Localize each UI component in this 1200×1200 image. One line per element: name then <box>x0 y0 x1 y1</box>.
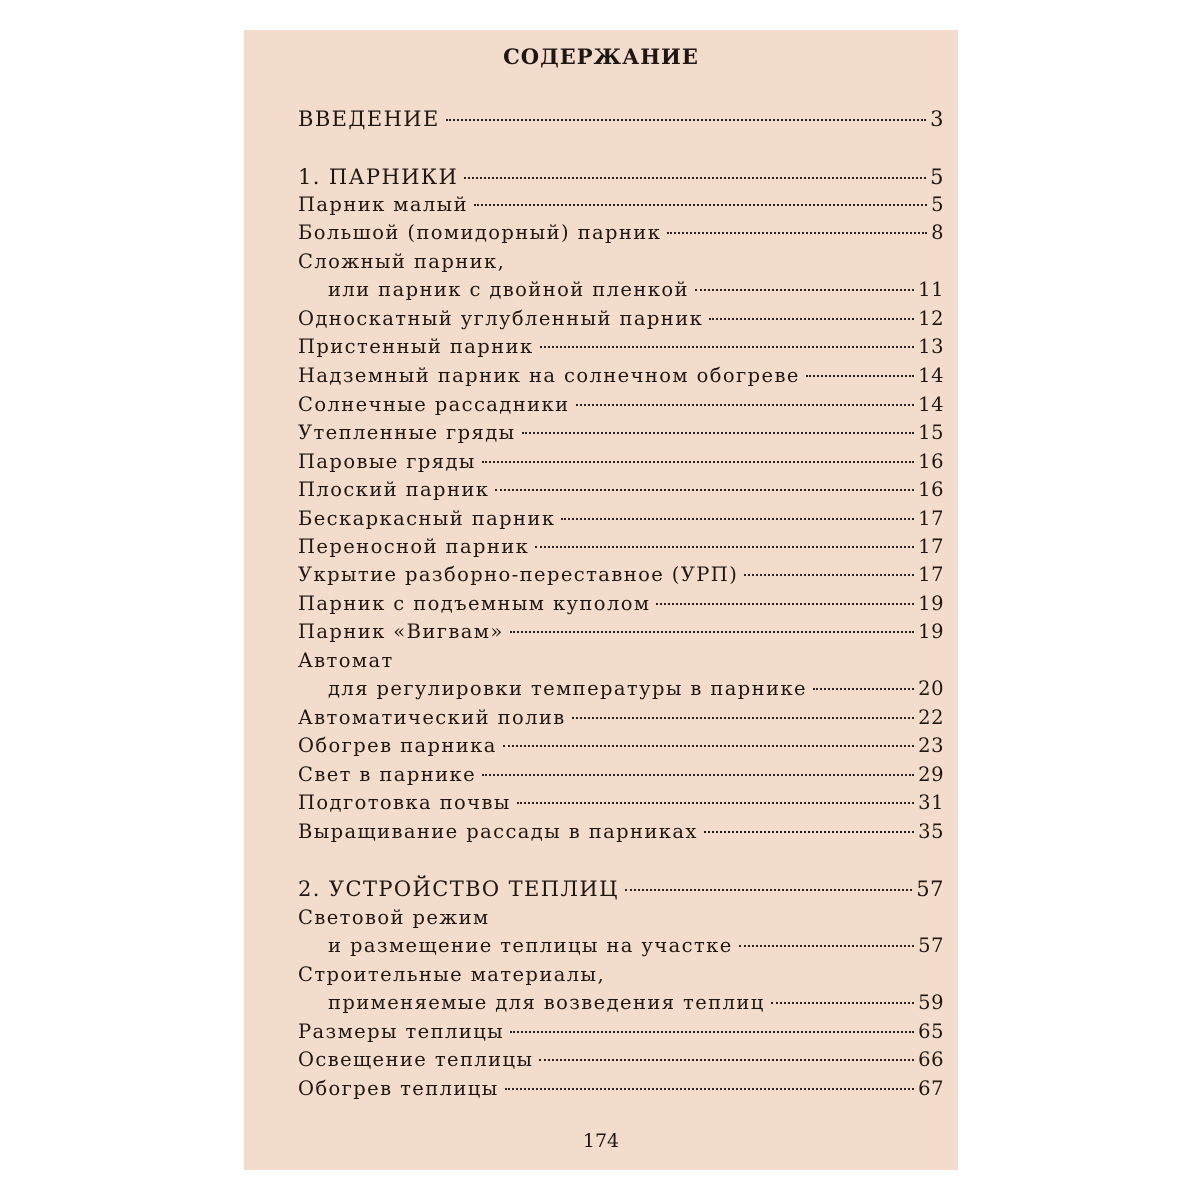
toc-entry-title: Односкатный углубленный парник <box>298 307 704 330</box>
toc-entry-title: Плоский парник <box>298 478 490 501</box>
toc-entry-title: Парник «Вигвам» <box>298 620 504 643</box>
page-number: 174 <box>582 1130 620 1152</box>
toc-entry-page: 17 <box>918 507 944 530</box>
toc-entry-page: 35 <box>918 820 944 843</box>
dot-leader <box>510 631 915 633</box>
toc-entry-page: 57 <box>916 877 944 901</box>
toc-section-2 <box>298 875 944 903</box>
toc-entry-page: 15 <box>918 421 944 444</box>
toc-entry <box>298 219 944 247</box>
dot-leader <box>517 802 914 804</box>
toc-entry-page: 5 <box>930 165 944 189</box>
toc-entry-title: Переносной парник <box>298 535 530 558</box>
toc-entry-page: 57 <box>918 934 944 957</box>
toc-entry-title: Солнечные рассадники <box>298 393 570 416</box>
toc-entry-title: Свет в парнике <box>298 763 477 786</box>
toc-entry <box>298 419 944 447</box>
toc-entry-title: Парник с подъемным куполом <box>298 592 651 615</box>
toc-entry <box>298 989 944 1017</box>
toc-entry <box>298 704 944 732</box>
toc-entry-page: 3 <box>930 107 944 131</box>
toc-entry-page: 5 <box>931 193 944 216</box>
toc-section-1 <box>298 163 944 191</box>
dot-leader <box>503 745 914 747</box>
dot-leader <box>576 404 915 406</box>
toc-entry-page: 17 <box>918 535 944 558</box>
toc-entry-page: 31 <box>918 791 944 814</box>
dot-leader <box>495 489 914 491</box>
toc-entry-title: Автоматический полив <box>298 706 566 729</box>
toc-entry-page: 67 <box>918 1077 944 1100</box>
toc-entry-title-line: Сложный парник, <box>298 250 506 273</box>
toc-entry-title: Подготовка почвы <box>298 791 511 814</box>
toc-entry-title: Надземный парник на солнечном обогреве <box>298 364 800 387</box>
toc-entry <box>298 191 944 219</box>
toc-entry <box>298 391 944 419</box>
dot-leader <box>667 232 927 234</box>
toc-entry <box>298 818 944 846</box>
dot-leader <box>539 1059 914 1061</box>
toc-entry-title: Парник малый <box>298 193 468 216</box>
toc-entry-page: 23 <box>918 734 944 757</box>
dot-leader <box>505 1088 915 1090</box>
dot-leader <box>474 204 927 206</box>
toc-entry-page: 14 <box>918 364 944 387</box>
toc-entry-title: или парник с двойной пленкой <box>328 278 689 301</box>
toc-entry-title: Размеры теплицы <box>298 1020 505 1043</box>
toc-entry-page: 59 <box>918 991 944 1014</box>
dot-leader <box>813 688 914 690</box>
toc-entry-page: 11 <box>918 278 944 301</box>
toc-entry <box>298 533 944 561</box>
toc-entry <box>298 1046 944 1074</box>
toc-entry-title: ВВЕДЕНИЕ <box>298 107 440 131</box>
dot-leader <box>744 574 914 576</box>
toc-entry <box>298 1075 944 1103</box>
dot-leader <box>572 717 914 719</box>
toc-entry-title-line: Автомат <box>298 649 394 672</box>
toc-entry-title: Обогрев парника <box>298 734 497 757</box>
dot-leader <box>510 1031 914 1033</box>
toc-entry-page: 22 <box>918 706 944 729</box>
dot-leader <box>482 461 914 463</box>
toc-entry-title: Пристенный парник <box>298 335 534 358</box>
toc-entry-page: 12 <box>918 307 944 330</box>
toc-entry-intro <box>298 105 944 133</box>
toc-entry-title: применяемые для возведения теплиц <box>328 991 765 1014</box>
toc-entry-title: Паровые гряды <box>298 450 476 473</box>
dot-leader <box>482 774 914 776</box>
toc-entry-page: 66 <box>918 1048 944 1071</box>
toc-entry-page: 16 <box>918 450 944 473</box>
dot-leader <box>709 318 914 320</box>
toc-entry-title: Укрытие разборно-переставное (УРП) <box>298 563 739 586</box>
dot-leader <box>446 119 926 121</box>
toc-entry <box>298 561 944 589</box>
toc-entry <box>298 505 944 533</box>
toc-entry <box>298 448 944 476</box>
toc-entry-title: 2. УСТРОЙСТВО ТЕПЛИЦ <box>298 877 619 901</box>
toc-entry-title: Большой (помидорный) парник <box>298 221 662 244</box>
dot-leader <box>522 432 915 434</box>
toc-entry <box>298 1018 944 1046</box>
toc-entry <box>298 789 944 817</box>
dot-leader <box>704 831 914 833</box>
toc-entry <box>298 732 944 760</box>
dot-leader <box>806 375 914 377</box>
book-page <box>244 30 958 1170</box>
toc-entry-page: 19 <box>918 592 944 615</box>
toc-entry-page: 20 <box>918 677 944 700</box>
toc-entry-title-line: Световой режим <box>298 906 490 929</box>
toc-entry <box>298 618 944 646</box>
toc-entry-page: 8 <box>931 221 944 244</box>
dot-leader <box>625 889 912 891</box>
toc-entry-page: 14 <box>918 393 944 416</box>
toc-entry-page: 65 <box>918 1020 944 1043</box>
toc-entry-page: 17 <box>918 563 944 586</box>
toc-entry <box>298 305 944 333</box>
toc-entry <box>298 590 944 618</box>
toc-entry-page: 13 <box>918 335 944 358</box>
toc-entry-title-line: Строительные материалы, <box>298 963 606 986</box>
toc-entry <box>298 276 944 304</box>
toc-entry-page: 29 <box>918 763 944 786</box>
toc-entry-title: Бескаркасный парник <box>298 507 556 530</box>
toc-entry-title: Освещение теплицы <box>298 1048 534 1071</box>
toc-entry <box>298 675 944 703</box>
toc-entry <box>298 333 944 361</box>
dot-leader <box>739 945 915 947</box>
toc-entry-title: Выращивание рассады в парниках <box>298 820 698 843</box>
toc-entry-page: 16 <box>918 478 944 501</box>
toc-entry-title: Утепленные гряды <box>298 421 516 444</box>
dot-leader <box>695 289 914 291</box>
dot-leader <box>771 1002 914 1004</box>
dot-leader <box>535 546 914 548</box>
toc-entry-page: 19 <box>918 620 944 643</box>
toc-entry-title: для регулировки температуры в парнике <box>328 677 807 700</box>
toc-entry-title: и размещение теплицы на участке <box>328 934 733 957</box>
toc-entry <box>298 362 944 390</box>
dot-leader <box>656 603 914 605</box>
page-title: СОДЕРЖАНИЕ <box>503 44 699 69</box>
dot-leader <box>561 518 914 520</box>
dot-leader <box>464 177 926 179</box>
toc-entry-title: Обогрев теплицы <box>298 1077 499 1100</box>
dot-leader <box>540 346 915 348</box>
toc-entry-title: 1. ПАРНИКИ <box>298 165 459 189</box>
toc-entry <box>298 476 944 504</box>
toc-entry <box>298 932 944 960</box>
toc-entry <box>298 761 944 789</box>
